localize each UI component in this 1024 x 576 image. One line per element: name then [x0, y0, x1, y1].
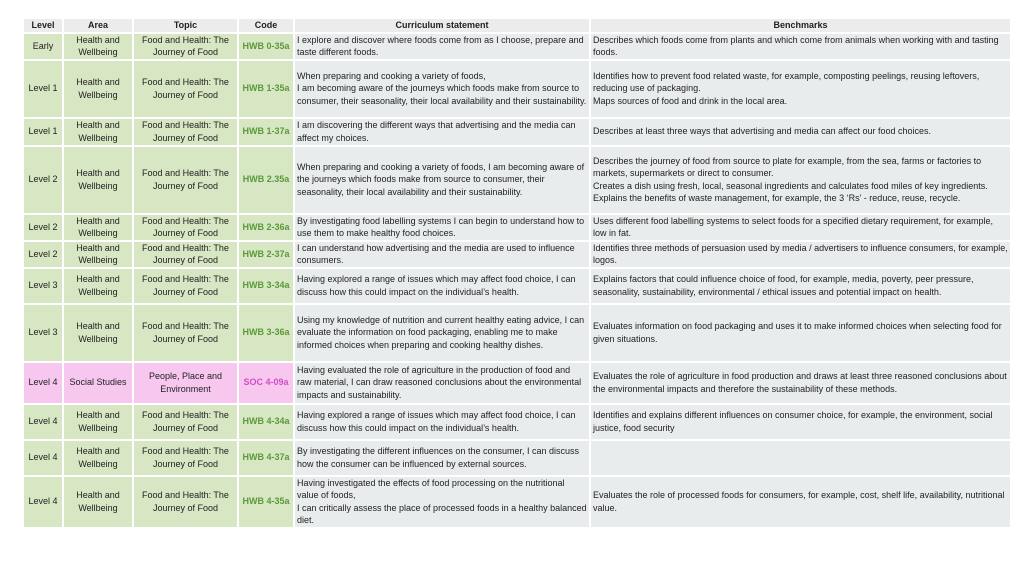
cell-topic: Food and Health: The Journey of Food — [134, 242, 237, 267]
cell-area: Health and Wellbeing — [64, 215, 132, 240]
cell-topic: Food and Health: The Journey of Food — [134, 405, 237, 439]
cell-statement: I explore and discover where foods come from as I choose, prepare and taste different foods. — [295, 34, 589, 59]
cell-topic: Food and Health: The Journey of Food — [134, 441, 237, 475]
table-row — [24, 477, 1010, 527]
cell-benchmarks: Evaluates the role of agriculture in food production and draws at least three reasoned conclusions about the environmental impacts and therefore the sustainability of these methods. — [591, 363, 1010, 403]
table-row — [24, 147, 1010, 213]
cell-area: Health and Wellbeing — [64, 147, 132, 213]
cell-area: Health and Wellbeing — [64, 305, 132, 361]
table-row — [24, 269, 1010, 303]
cell-statement: When preparing and cooking a variety of foods, I am becoming aware of the journeys which foods make from source to consumer, their seasonality, their local availability and their sustainability. — [295, 61, 589, 117]
cell-area: Health and Wellbeing — [64, 477, 132, 527]
header-code: Code — [239, 19, 293, 32]
curriculum-table — [22, 17, 1012, 529]
cell-benchmarks: Describes which foods come from plants and which come from animals when working with and tasting foods. — [591, 34, 1010, 59]
cell-benchmarks — [591, 441, 1010, 475]
cell-statement: Having evaluated the role of agriculture in the production of food and raw material, I can draw reasoned conclusions about the environmental impacts and sustainability. — [295, 363, 589, 403]
cell-statement: Having explored a range of issues which may affect food choice, I can discuss how this could impact on the individual’s health. — [295, 405, 589, 439]
cell-statement: When preparing and cooking a variety of foods, I am becoming aware of the journeys which foods make from source to consumer, their seasonality, their local availability and their sustainability. — [295, 147, 589, 213]
cell-area: Health and Wellbeing — [64, 441, 132, 475]
cell-level: Level 3 — [24, 305, 62, 361]
cell-benchmarks: Describes the journey of food from source to plate for example, from the sea, farms or factories to markets, supermarkets or direct to consumer. Creates a dish using fresh, local, seasonal ingredients and calculates food miles of key ingredients. Explains the benefits of waste management, for example, the 3 ‘Rs’ - reduce, reuse, recycle. — [591, 147, 1010, 213]
cell-topic: Food and Health: The Journey of Food — [134, 61, 237, 117]
cell-level: Level 2 — [24, 147, 62, 213]
cell-area: Health and Wellbeing — [64, 269, 132, 303]
cell-code: HWB 4-37a — [239, 441, 293, 475]
cell-statement: Having investigated the effects of food processing on the nutritional value of foods, I can critically assess the place of processed foods in a healthy balanced diet. — [295, 477, 589, 527]
header-topic: Topic — [134, 19, 237, 32]
cell-topic: Food and Health: The Journey of Food — [134, 215, 237, 240]
cell-code: HWB 4-34a — [239, 405, 293, 439]
cell-code: HWB 2-37a — [239, 242, 293, 267]
cell-area: Social Studies — [64, 363, 132, 403]
cell-code: HWB 4-35a — [239, 477, 293, 527]
cell-code: HWB 0-35a — [239, 34, 293, 59]
cell-code: HWB 2.35a — [239, 147, 293, 213]
cell-statement: By investigating food labelling systems I can begin to understand how to use them to make healthy food choices. — [295, 215, 589, 240]
cell-benchmarks: Evaluates information on food packaging and uses it to make informed choices when selecting food for given situations. — [591, 305, 1010, 361]
cell-code: HWB 3-36a — [239, 305, 293, 361]
cell-area: Health and Wellbeing — [64, 405, 132, 439]
cell-statement: I am discovering the different ways that advertising and the media can affect my choices. — [295, 119, 589, 145]
header-row — [24, 19, 1010, 32]
cell-level: Level 4 — [24, 363, 62, 403]
cell-benchmarks: Uses different food labelling systems to select foods for a specified dietary requirement, for example, low in fat. — [591, 215, 1010, 240]
cell-benchmarks: Identifies and explains different influences on consumer choice, for example, the environment, social justice, food security — [591, 405, 1010, 439]
cell-statement: I can understand how advertising and the media are used to influence consumers. — [295, 242, 589, 267]
cell-topic: Food and Health: The Journey of Food — [134, 34, 237, 59]
table-row — [24, 119, 1010, 145]
cell-level: Level 1 — [24, 61, 62, 117]
cell-statement: By investigating the different influences on the consumer, I can discuss how the consumer can be influenced by external sources. — [295, 441, 589, 475]
cell-level: Level 4 — [24, 405, 62, 439]
cell-topic: Food and Health: The Journey of Food — [134, 119, 237, 145]
cell-code: HWB 3-34a — [239, 269, 293, 303]
cell-area: Health and Wellbeing — [64, 242, 132, 267]
cell-area: Health and Wellbeing — [64, 119, 132, 145]
cell-code: SOC 4-09a — [239, 363, 293, 403]
table-row — [24, 34, 1010, 59]
table-row — [24, 363, 1010, 403]
table-row — [24, 405, 1010, 439]
cell-level: Level 1 — [24, 119, 62, 145]
header-level: Level — [24, 19, 62, 32]
cell-benchmarks: Explains factors that could influence choice of food, for example, media, poverty, peer pressure, seasonality, sustainability, environmental / ethical issues and potential impact on health. — [591, 269, 1010, 303]
cell-topic: Food and Health: The Journey of Food — [134, 147, 237, 213]
cell-statement: Using my knowledge of nutrition and current healthy eating advice, I can evaluate the information on food packaging, enabling me to make informed choices when preparing and cooking healthy dishes. — [295, 305, 589, 361]
cell-code: HWB 1-35a — [239, 61, 293, 117]
cell-statement: Having explored a range of issues which may affect food choice, I can discuss how this could impact on the individual’s health. — [295, 269, 589, 303]
table-row — [24, 61, 1010, 117]
header-statement: Curriculum statement — [295, 19, 589, 32]
cell-area: Health and Wellbeing — [64, 61, 132, 117]
cell-topic: People, Place and Environment — [134, 363, 237, 403]
cell-topic: Food and Health: The Journey of Food — [134, 269, 237, 303]
table-row — [24, 215, 1010, 240]
cell-level: Level 4 — [24, 441, 62, 475]
cell-level: Level 4 — [24, 477, 62, 527]
cell-benchmarks: Identifies how to prevent food related waste, for example, composting peelings, reusing leftovers, reducing use of packaging. Maps sources of food and drink in the local area. — [591, 61, 1010, 117]
cell-level: Level 2 — [24, 242, 62, 267]
cell-level: Level 2 — [24, 215, 62, 240]
table-row — [24, 242, 1010, 267]
cell-benchmarks: Describes at least three ways that advertising and media can affect our food choices. — [591, 119, 1010, 145]
cell-topic: Food and Health: The Journey of Food — [134, 477, 237, 527]
table-row — [24, 441, 1010, 475]
cell-code: HWB 1-37a — [239, 119, 293, 145]
cell-level: Level 3 — [24, 269, 62, 303]
cell-benchmarks: Evaluates the role of processed foods for consumers, for example, cost, shelf life, availability, nutritional value. — [591, 477, 1010, 527]
cell-level: Early — [24, 34, 62, 59]
table-row — [24, 305, 1010, 361]
cell-area: Health and Wellbeing — [64, 34, 132, 59]
header-area: Area — [64, 19, 132, 32]
cell-topic: Food and Health: The Journey of Food — [134, 305, 237, 361]
cell-benchmarks: Identifies three methods of persuasion used by media / advertisers to influence consumers, for example, logos. — [591, 242, 1010, 267]
header-benchmarks: Benchmarks — [591, 19, 1010, 32]
cell-code: HWB 2-36a — [239, 215, 293, 240]
